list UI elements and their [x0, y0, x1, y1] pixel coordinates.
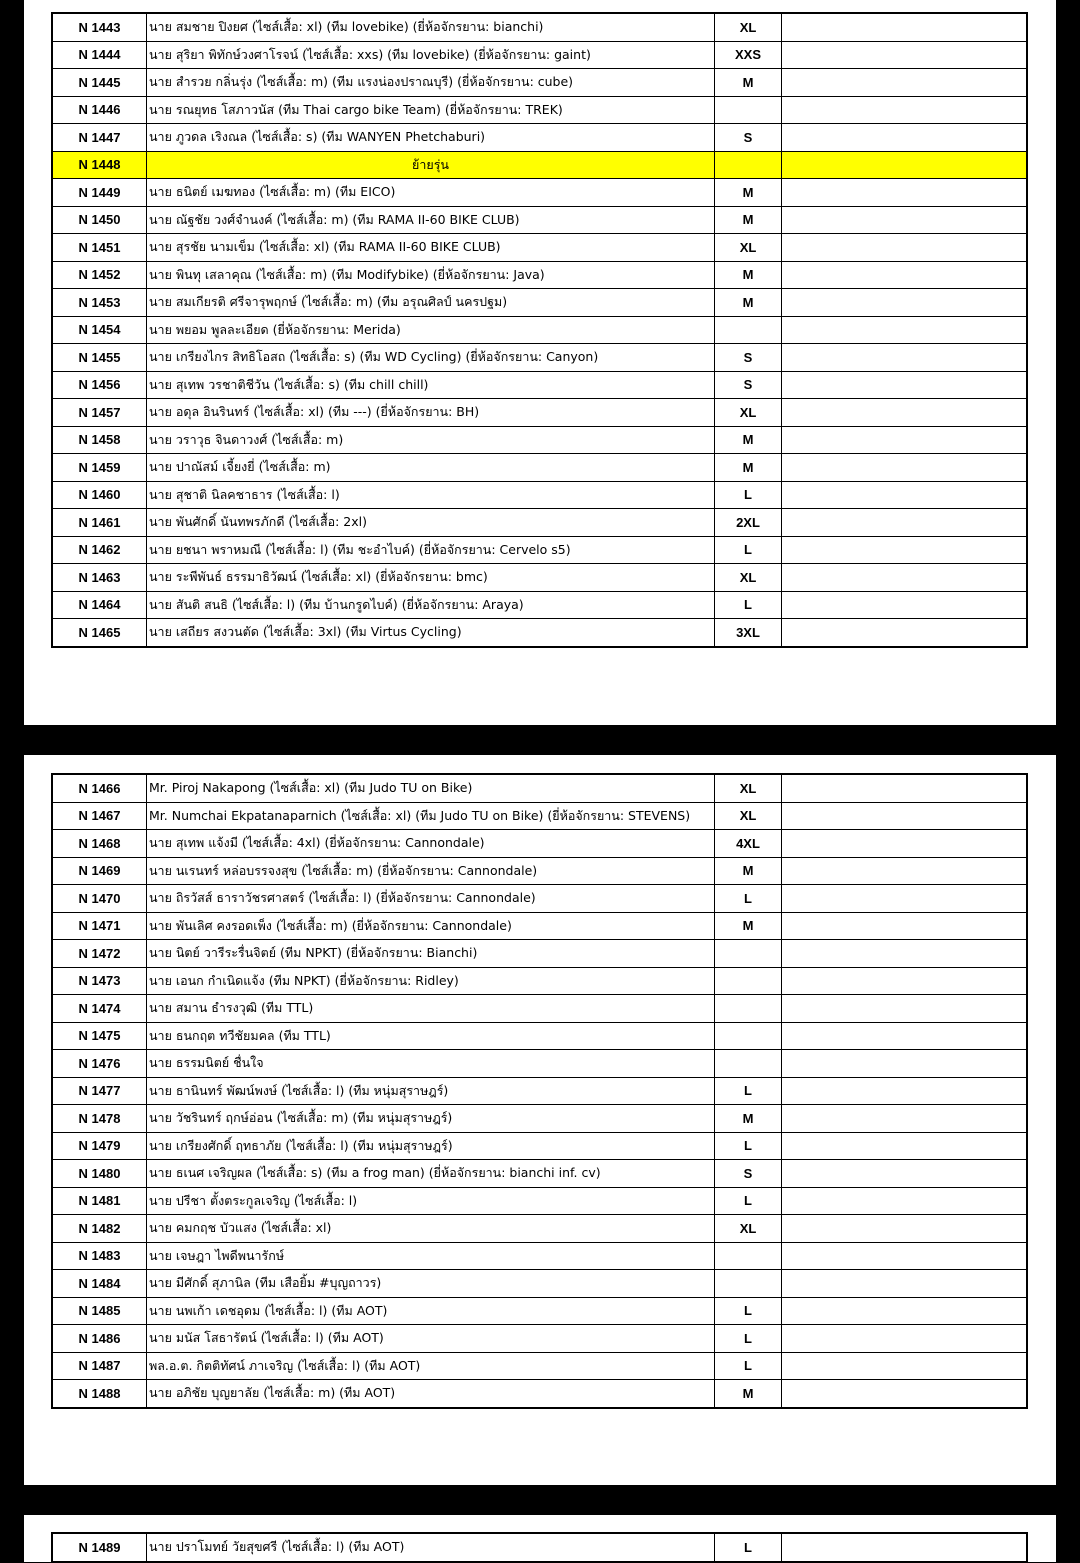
shirt-size: M [715, 454, 782, 482]
shirt-size: XXS [715, 41, 782, 69]
table-row [52, 96, 1027, 124]
blank-cell [782, 179, 1028, 207]
shirt-size: 2XL [715, 509, 782, 537]
rider-number: N 1457 [52, 399, 147, 427]
rider-number: N 1460 [52, 481, 147, 509]
table-row [52, 454, 1027, 482]
shirt-size: M [715, 426, 782, 454]
table-row [52, 234, 1027, 262]
rider-details: พล.อ.ต. กิตติทัศน์ ภาเจริญ (ไซส์เสื้อ: l) (ทีม AOT) [147, 1352, 715, 1380]
shirt-size: L [715, 1187, 782, 1215]
shirt-size: M [715, 912, 782, 940]
table-row [52, 1297, 1027, 1325]
blank-cell [782, 13, 1028, 41]
table-row [52, 564, 1027, 592]
shirt-size: M [715, 261, 782, 289]
table-row [52, 124, 1027, 152]
rider-number: N 1449 [52, 179, 147, 207]
rider-details: นาย ปรีชา ตั้งตระกูลเจริญ (ไซส์เสื้อ: l) [147, 1187, 715, 1215]
rider-details: นาย เจษฎา ไพดีพนารักษ์ [147, 1242, 715, 1270]
shirt-size: L [715, 1533, 782, 1562]
shirt-size: S [715, 124, 782, 152]
rider-number: N 1478 [52, 1105, 147, 1133]
table-row [52, 1050, 1027, 1078]
shirt-size: M [715, 857, 782, 885]
rider-number: N 1484 [52, 1270, 147, 1298]
rider-number: N 1487 [52, 1352, 147, 1380]
roster-table-page-2 [51, 773, 1028, 1409]
shirt-size: M [715, 289, 782, 317]
table-row [52, 289, 1027, 317]
table-row [52, 69, 1027, 97]
shirt-size: S [715, 344, 782, 372]
table-row [52, 41, 1027, 69]
shirt-size: M [715, 69, 782, 97]
rider-details: นาย อดุล อินรินทร์ (ไซส์เสื้อ: xl) (ทีม ---) (ยี่ห้อจักรยาน: BH) [147, 399, 715, 427]
rider-number: N 1453 [52, 289, 147, 317]
blank-cell [782, 802, 1028, 830]
blank-cell [782, 41, 1028, 69]
shirt-size: XL [715, 802, 782, 830]
rider-details: นาย ธรรมนิตย์ ชื่นใจ [147, 1050, 715, 1078]
table-row [52, 316, 1027, 344]
shirt-size: XL [715, 234, 782, 262]
blank-cell [782, 967, 1028, 995]
rider-number: N 1481 [52, 1187, 147, 1215]
shirt-size: L [715, 591, 782, 619]
table-row [52, 1077, 1027, 1105]
shirt-size: L [715, 481, 782, 509]
rider-details: นาย สมเกียรติ ศรีจารุพฤกษ์ (ไซส์เสื้อ: m) (ทีม อรุณศิลป์ นครปฐม) [147, 289, 715, 317]
blank-cell [782, 316, 1028, 344]
blank-cell [782, 289, 1028, 317]
rider-number: N 1489 [52, 1533, 147, 1562]
blank-cell [782, 1022, 1028, 1050]
blank-cell [782, 1105, 1028, 1133]
rider-details: Mr. Numchai Ekpatanaparnich (ไซส์เสื้อ: xl) (ทีม Judo TU on Bike) (ยี่ห้อจักรยาน: STEVENS) [147, 802, 715, 830]
rider-number: N 1486 [52, 1325, 147, 1353]
table-row [52, 179, 1027, 207]
blank-cell [782, 124, 1028, 152]
blank-cell [782, 774, 1028, 802]
table-row [52, 1160, 1027, 1188]
rider-number: N 1463 [52, 564, 147, 592]
shirt-size: S [715, 1160, 782, 1188]
blank-cell [782, 261, 1028, 289]
blank-cell [782, 885, 1028, 913]
shirt-size: XL [715, 13, 782, 41]
rider-details: นาย รณยุทธ โสภาวนัส (ทีม Thai cargo bike Team) (ยี่ห้อจักรยาน: TREK) [147, 96, 715, 124]
table-row [52, 1270, 1027, 1298]
rider-number: N 1471 [52, 912, 147, 940]
blank-cell [782, 1380, 1028, 1408]
rider-details: นาย เอนก กำเนิดแจ้ง (ทีม NPKT) (ยี่ห้อจักรยาน: Ridley) [147, 967, 715, 995]
blank-cell [782, 940, 1028, 968]
blank-cell [782, 454, 1028, 482]
blank-cell [782, 151, 1028, 179]
table-row [52, 261, 1027, 289]
blank-cell [782, 1077, 1028, 1105]
rider-details: นาย ธานินทร์ พัฒน์พงษ์ (ไซส์เสื้อ: l) (ทีม หนุ่มสุราษฎร์) [147, 1077, 715, 1105]
blank-cell [782, 1160, 1028, 1188]
rider-number: N 1479 [52, 1132, 147, 1160]
rider-details: นาย สุเทพ แจ้งมี (ไซส์เสื้อ: 4xl) (ยี่ห้อจักรยาน: Cannondale) [147, 830, 715, 858]
rider-details: นาย สมาน ธำรงวุฒิ (ทีม TTL) [147, 995, 715, 1023]
rider-details: นาย สุรชัย นามเข็ม (ไซส์เสื้อ: xl) (ทีม RAMA II-60 BIKE CLUB) [147, 234, 715, 262]
blank-cell [782, 344, 1028, 372]
rider-number: N 1458 [52, 426, 147, 454]
table-row [52, 619, 1027, 647]
blank-cell [782, 234, 1028, 262]
table-row [52, 1380, 1027, 1408]
rider-details: นาย สันติ สนธิ (ไซส์เสื้อ: l) (ทีม บ้านกรูดไบค์) (ยี่ห้อจักรยาน: Araya) [147, 591, 715, 619]
blank-cell [782, 857, 1028, 885]
shirt-size: XL [715, 564, 782, 592]
table-row [52, 802, 1027, 830]
rider-details: นาย วราวุธ จินดาวงศ์ (ไซส์เสื้อ: m) [147, 426, 715, 454]
table-row [52, 885, 1027, 913]
table-row [52, 344, 1027, 372]
shirt-size [715, 1270, 782, 1298]
blank-cell [782, 1352, 1028, 1380]
table-row [52, 1242, 1027, 1270]
blank-cell [782, 96, 1028, 124]
rider-details: นาย พันศักดิ์ นันทพรภักดี (ไซส์เสื้อ: 2xl) [147, 509, 715, 537]
rider-number: N 1454 [52, 316, 147, 344]
table-row [52, 509, 1027, 537]
table-row [52, 912, 1027, 940]
rider-number: N 1450 [52, 206, 147, 234]
rider-number: N 1470 [52, 885, 147, 913]
shirt-size [715, 316, 782, 344]
blank-cell [782, 69, 1028, 97]
table-row [52, 1105, 1027, 1133]
rider-details: นาย นิตย์ วารีระรื่นจิตย์ (ทีม NPKT) (ยี่ห้อจักรยาน: Bianchi) [147, 940, 715, 968]
table-row [52, 857, 1027, 885]
table-row [52, 1215, 1027, 1243]
rider-details: นาย วัชรินทร์ ฤกษ์อ่อน (ไซส์เสื้อ: m) (ทีม หนุ่มสุราษฎร์) [147, 1105, 715, 1133]
blank-cell [782, 1297, 1028, 1325]
rider-number: N 1477 [52, 1077, 147, 1105]
rider-number: N 1452 [52, 261, 147, 289]
blank-cell [782, 206, 1028, 234]
rider-details: นาย เกรียงไกร สิทธิโอสถ (ไซส์เสื้อ: s) (ทีม WD Cycling) (ยี่ห้อจักรยาน: Canyon) [147, 344, 715, 372]
table-row [52, 536, 1027, 564]
rider-details: นาย สำรวย กลิ่นรุ่ง (ไซส์เสื้อ: m) (ทีม แรงน่องปราณบุรี) (ยี่ห้อจักรยาน: cube) [147, 69, 715, 97]
rider-number: N 1466 [52, 774, 147, 802]
rider-number: N 1468 [52, 830, 147, 858]
blank-cell [782, 564, 1028, 592]
table-row [52, 1352, 1027, 1380]
table-row [52, 371, 1027, 399]
rider-number: N 1459 [52, 454, 147, 482]
blank-cell [782, 536, 1028, 564]
shirt-size: M [715, 1105, 782, 1133]
rider-number: N 1456 [52, 371, 147, 399]
table-row [52, 206, 1027, 234]
rider-number: N 1488 [52, 1380, 147, 1408]
rider-details: นาย ปราโมทย์ วัยสุขศรี (ไซส์เสื้อ: l) (ทีม AOT) [147, 1533, 715, 1562]
shirt-size: L [715, 1325, 782, 1353]
rider-number: N 1467 [52, 802, 147, 830]
blank-cell [782, 426, 1028, 454]
rider-number: N 1473 [52, 967, 147, 995]
rider-details: นาย สมชาย ปิงยศ (ไซส์เสื้อ: xl) (ทีม lovebike) (ยี่ห้อจักรยาน: bianchi) [147, 13, 715, 41]
roster-table-page-3 [51, 1532, 1028, 1563]
blank-cell [782, 1533, 1028, 1562]
shirt-size: L [715, 885, 782, 913]
document-page-3 [24, 1515, 1056, 1562]
rider-number: N 1462 [52, 536, 147, 564]
table-row [52, 967, 1027, 995]
table-row [52, 1533, 1027, 1562]
table-row [52, 940, 1027, 968]
blank-cell [782, 481, 1028, 509]
table-row [52, 399, 1027, 427]
blank-cell [782, 1242, 1028, 1270]
blank-cell [782, 1132, 1028, 1160]
shirt-size: M [715, 179, 782, 207]
rider-details: นาย มนัส โสธารัตน์ (ไซส์เสื้อ: l) (ทีม AOT) [147, 1325, 715, 1353]
table-row [52, 591, 1027, 619]
rider-number: N 1472 [52, 940, 147, 968]
rider-number: N 1461 [52, 509, 147, 537]
shirt-size [715, 96, 782, 124]
shirt-size: XL [715, 399, 782, 427]
shirt-size: M [715, 206, 782, 234]
blank-cell [782, 1187, 1028, 1215]
rider-number: N 1448 [52, 151, 147, 179]
rider-number: N 1469 [52, 857, 147, 885]
rider-number: N 1474 [52, 995, 147, 1023]
shirt-size: L [715, 536, 782, 564]
rider-number: N 1480 [52, 1160, 147, 1188]
rider-details: นาย สุริยา พิทักษ์วงศาโรจน์ (ไซส์เสื้อ: xxs) (ทีม lovebike) (ยี่ห้อจักรยาน: gaint) [147, 41, 715, 69]
rider-details: นาย ธเนศ เจริญผล (ไซส์เสื้อ: s) (ทีม a frog man) (ยี่ห้อจักรยาน: bianchi inf. cv) [147, 1160, 715, 1188]
rider-number: N 1455 [52, 344, 147, 372]
shirt-size: L [715, 1297, 782, 1325]
table-row [52, 830, 1027, 858]
rider-details: Mr. Piroj Nakapong (ไซส์เสื้อ: xl) (ทีม Judo TU on Bike) [147, 774, 715, 802]
rider-number: N 1447 [52, 124, 147, 152]
blank-cell [782, 1050, 1028, 1078]
roster-table-page-1 [51, 12, 1028, 648]
rider-number: N 1475 [52, 1022, 147, 1050]
shirt-size [715, 1050, 782, 1078]
blank-cell [782, 619, 1028, 647]
rider-details: นาย ธนกฤต ทวีชัยมคล (ทีม TTL) [147, 1022, 715, 1050]
rider-details: นาย นพเก้า เดชอุดม (ไซส์เสื้อ: l) (ทีม AOT) [147, 1297, 715, 1325]
table-row [52, 995, 1027, 1023]
rider-details: นาย สุเทพ วรชาติชีวัน (ไซส์เสื้อ: s) (ทีม chill chill) [147, 371, 715, 399]
table-row [52, 426, 1027, 454]
shirt-size [715, 151, 782, 179]
rider-details: นาย เกรียงศักดิ์ ฤทธาภัย (ไซส์เสื้อ: l) (ทีม หนุ่มสุราษฎร์) [147, 1132, 715, 1160]
rider-details: นาย ธนิตย์ เมฆทอง (ไซส์เสื้อ: m) (ทีม EICO) [147, 179, 715, 207]
rider-number: N 1482 [52, 1215, 147, 1243]
table-row [52, 151, 1027, 179]
blank-cell [782, 591, 1028, 619]
rider-details: นาย ปาณัสม์ เจี้ยงยี่ (ไซส์เสื้อ: m) [147, 454, 715, 482]
rider-details: นาย ภูวดล เริงณล (ไซส์เสื้อ: s) (ทีม WANYEN Phetchaburi) [147, 124, 715, 152]
table-row [52, 13, 1027, 41]
document-page-2 [24, 755, 1056, 1485]
rider-details: นาย อภิชัย บุญยาลัย (ไซส์เสื้อ: m) (ทีม AOT) [147, 1380, 715, 1408]
rider-number: N 1444 [52, 41, 147, 69]
table-row [52, 1132, 1027, 1160]
shirt-size [715, 1242, 782, 1270]
shirt-size [715, 1022, 782, 1050]
table-row [52, 481, 1027, 509]
shirt-size [715, 995, 782, 1023]
rider-number: N 1446 [52, 96, 147, 124]
blank-cell [782, 1215, 1028, 1243]
rider-details: นาย พยอม พูลละเอียด (ยี่ห้อจักรยาน: Merida) [147, 316, 715, 344]
shirt-size: L [715, 1352, 782, 1380]
rider-number: N 1443 [52, 13, 147, 41]
shirt-size [715, 967, 782, 995]
rider-number: N 1465 [52, 619, 147, 647]
rider-details: นาย ณัฐชัย วงศ์จำนงค์ (ไซส์เสื้อ: m) (ทีม RAMA II-60 BIKE CLUB) [147, 206, 715, 234]
rider-details: นาย คมกฤช บัวแสง (ไซส์เสื้อ: xl) [147, 1215, 715, 1243]
shirt-size: 4XL [715, 830, 782, 858]
shirt-size: S [715, 371, 782, 399]
blank-cell [782, 1325, 1028, 1353]
rider-details: นาย นเรนทร์ หล่อบรรจงสุข (ไซส์เสื้อ: m) (ยี่ห้อจักรยาน: Cannondale) [147, 857, 715, 885]
table-row [52, 1022, 1027, 1050]
blank-cell [782, 371, 1028, 399]
rider-number: N 1451 [52, 234, 147, 262]
table-row [52, 1325, 1027, 1353]
rider-number: N 1485 [52, 1297, 147, 1325]
rider-details: ย้ายรุ่น [147, 151, 715, 179]
table-row [52, 1187, 1027, 1215]
shirt-size: M [715, 1380, 782, 1408]
blank-cell [782, 830, 1028, 858]
shirt-size: XL [715, 1215, 782, 1243]
blank-cell [782, 995, 1028, 1023]
shirt-size: L [715, 1077, 782, 1105]
rider-details: นาย มีศักดิ์ สุภานิล (ทีม เสือยิ้ม #บุญถาวร) [147, 1270, 715, 1298]
rider-details: นาย สุชาติ นิลคชาธาร (ไซส์เสื้อ: l) [147, 481, 715, 509]
document-page-1 [24, 0, 1056, 725]
rider-details: นาย ยชนา พราหมณี (ไซส์เสื้อ: l) (ทีม ชะอำไบค์) (ยี่ห้อจักรยาน: Cervelo s5) [147, 536, 715, 564]
rider-details: นาย ถิรวัสส์ ธาราวัชรศาสตร์ (ไซส์เสื้อ: l) (ยี่ห้อจักรยาน: Cannondale) [147, 885, 715, 913]
rider-details: นาย พันเลิศ คงรอดเพ็ง (ไซส์เสื้อ: m) (ยี่ห้อจักรยาน: Cannondale) [147, 912, 715, 940]
blank-cell [782, 399, 1028, 427]
shirt-size: L [715, 1132, 782, 1160]
shirt-size [715, 940, 782, 968]
table-row [52, 774, 1027, 802]
rider-details: นาย เสถียร สงวนตัด (ไซส์เสื้อ: 3xl) (ทีม Virtus Cycling) [147, 619, 715, 647]
rider-number: N 1445 [52, 69, 147, 97]
rider-number: N 1476 [52, 1050, 147, 1078]
shirt-size: 3XL [715, 619, 782, 647]
rider-number: N 1464 [52, 591, 147, 619]
rider-number: N 1483 [52, 1242, 147, 1270]
blank-cell [782, 1270, 1028, 1298]
blank-cell [782, 509, 1028, 537]
rider-details: นาย พินทุ เสลาคุณ (ไซส์เสื้อ: m) (ทีม Modifybike) (ยี่ห้อจักรยาน: Java) [147, 261, 715, 289]
blank-cell [782, 912, 1028, 940]
rider-details: นาย ระพีพันธ์ ธรรมาธิวัฒน์ (ไซส์เสื้อ: xl) (ยี่ห้อจักรยาน: bmc) [147, 564, 715, 592]
shirt-size: XL [715, 774, 782, 802]
